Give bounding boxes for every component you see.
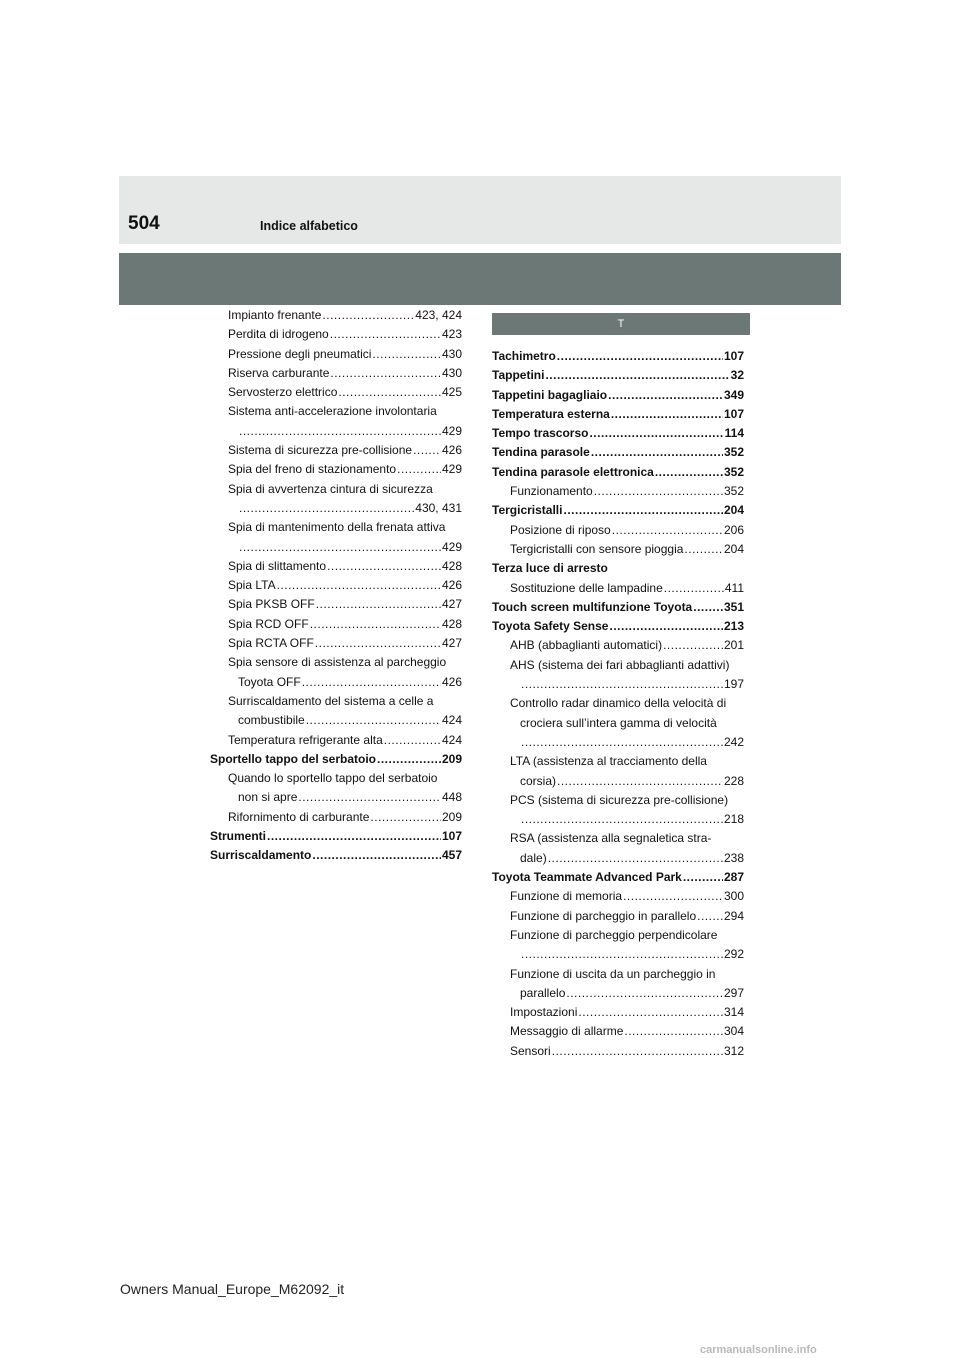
index-column-left bbox=[210, 306, 462, 866]
index-entry bbox=[210, 364, 462, 383]
leader-dots bbox=[521, 810, 723, 829]
leader-dots bbox=[322, 306, 414, 325]
header-bar bbox=[119, 253, 841, 305]
entry-page-ref[interactable]: 300 bbox=[723, 889, 744, 904]
index-column-right bbox=[492, 306, 744, 1061]
index-entry bbox=[492, 579, 744, 598]
entry-term: Temperatura esterna bbox=[492, 406, 610, 421]
entry-page-ref[interactable]: 107 bbox=[723, 349, 744, 363]
entry-term: corsia) bbox=[520, 773, 557, 788]
leader-dots bbox=[267, 827, 441, 846]
entry-term: Surriscaldamento bbox=[210, 848, 312, 863]
entry-page-ref[interactable]: 426 bbox=[441, 578, 462, 593]
leader-dots bbox=[327, 557, 441, 576]
entry-term: PCS (sistema di sicurezza pre-collisione) bbox=[510, 792, 729, 807]
index-entry bbox=[492, 521, 744, 540]
entry-page-ref[interactable]: 204 bbox=[723, 503, 744, 518]
index-entry bbox=[492, 1003, 744, 1022]
entry-page-ref[interactable]: 430 bbox=[441, 346, 462, 361]
entry-page-ref[interactable]: 204 bbox=[723, 541, 744, 556]
entry-page-ref[interactable]: 351 bbox=[723, 599, 744, 614]
index-entry bbox=[492, 714, 744, 733]
entry-term: Tendina parasole bbox=[492, 445, 590, 460]
entry-page-ref[interactable]: 107 bbox=[723, 406, 744, 421]
entry-term: Tendina parasole elettronica bbox=[492, 464, 654, 479]
entry-page-ref[interactable]: 114 bbox=[724, 426, 744, 441]
entry-term: LTA (assistenza al tracciamento della bbox=[510, 754, 707, 769]
index-entry bbox=[210, 711, 462, 730]
leader-dots bbox=[611, 405, 723, 424]
leader-dots bbox=[370, 808, 441, 827]
entry-page-ref[interactable]: 312 bbox=[723, 1043, 744, 1058]
index-entry bbox=[210, 402, 462, 421]
leader-dots bbox=[624, 1022, 723, 1041]
index-entry bbox=[492, 887, 744, 906]
index-entry bbox=[210, 673, 462, 692]
entry-term: parallelo bbox=[520, 985, 566, 1000]
entry-page-ref[interactable]: 430, 431 bbox=[415, 500, 462, 515]
entry-page-ref[interactable]: 294 bbox=[723, 908, 744, 923]
index-entry bbox=[492, 443, 744, 462]
index-entry bbox=[492, 984, 744, 1003]
leader-dots bbox=[566, 984, 723, 1003]
entry-page-ref[interactable]: 429 bbox=[441, 462, 462, 477]
index-entry bbox=[210, 325, 462, 344]
entry-page-ref[interactable]: 242 bbox=[723, 734, 744, 749]
entry-page-ref[interactable]: 427 bbox=[441, 636, 462, 651]
leader-dots bbox=[338, 383, 441, 402]
entry-page-ref[interactable]: 428 bbox=[441, 558, 462, 573]
index-entry bbox=[210, 750, 462, 769]
entry-page-ref[interactable]: 206 bbox=[723, 522, 744, 537]
index-entry bbox=[210, 345, 462, 364]
index-entry bbox=[492, 636, 744, 655]
entry-page-ref[interactable]: 209 bbox=[441, 751, 462, 766]
leader-dots bbox=[591, 443, 723, 462]
entry-term: AHB (abbaglianti automatici) bbox=[510, 638, 663, 653]
entry-term: Riserva carburante bbox=[228, 365, 330, 380]
entry-page-ref[interactable]: 228 bbox=[723, 773, 744, 788]
entry-page-ref[interactable]: 424 bbox=[441, 732, 462, 747]
entry-page-ref[interactable]: 209 bbox=[441, 809, 462, 824]
entry-term: Sostituzione delle lampadine bbox=[510, 580, 663, 595]
entry-term: RSA (assistenza alla segnaletica stra- bbox=[510, 831, 712, 846]
index-entry bbox=[210, 518, 462, 537]
entry-page-ref[interactable]: 32 bbox=[730, 368, 744, 383]
index-entry bbox=[492, 598, 744, 617]
index-entry bbox=[210, 480, 462, 499]
entry-term: Funzionamento bbox=[510, 484, 593, 499]
entry-term: Pressione degli pneumatici bbox=[228, 346, 372, 361]
entry-term: Tappetini bagagliaio bbox=[492, 387, 608, 402]
entry-term: Tergicristalli con sensore pioggia bbox=[510, 541, 684, 556]
index-entry bbox=[210, 808, 462, 827]
entry-page-ref[interactable]: 425 bbox=[441, 385, 462, 400]
index-entry bbox=[492, 849, 744, 868]
entry-term: combustibile bbox=[238, 713, 305, 728]
leader-dots bbox=[557, 347, 723, 366]
index-entry bbox=[210, 827, 462, 846]
letter-heading: T bbox=[492, 313, 750, 335]
index-entry bbox=[492, 1022, 744, 1041]
entry-page-ref[interactable]: 349 bbox=[723, 387, 744, 402]
leader-dots bbox=[372, 345, 441, 364]
entry-term: Sensori bbox=[510, 1043, 551, 1058]
index-entry bbox=[492, 926, 744, 945]
index-entry bbox=[492, 752, 744, 771]
leader-dots bbox=[578, 1003, 723, 1022]
index-entry bbox=[210, 692, 462, 711]
leader-dots bbox=[312, 846, 441, 865]
entry-term: Spia RCTA OFF bbox=[228, 636, 314, 651]
leader-dots bbox=[330, 325, 441, 344]
index-entry bbox=[492, 772, 744, 791]
leader-dots bbox=[612, 521, 723, 540]
entry-page-ref[interactable]: 448 bbox=[441, 790, 462, 805]
index-entry bbox=[492, 424, 744, 443]
entry-page-ref[interactable]: 314 bbox=[723, 1005, 744, 1020]
leader-dots bbox=[239, 538, 441, 557]
entry-term: Tempo trascorso bbox=[492, 426, 589, 441]
leader-dots bbox=[684, 540, 723, 559]
entry-page-ref[interactable]: 213 bbox=[723, 619, 744, 634]
leader-dots bbox=[302, 673, 441, 692]
leader-dots bbox=[664, 579, 724, 598]
index-entry bbox=[492, 965, 744, 984]
entry-page-ref[interactable]: 297 bbox=[723, 985, 744, 1000]
entry-term: Surriscaldamento del sistema a celle a bbox=[228, 693, 434, 708]
index-entry bbox=[492, 1042, 744, 1061]
index-entry bbox=[492, 347, 744, 366]
index-entry bbox=[492, 540, 744, 559]
index-entry bbox=[210, 653, 462, 672]
header-band bbox=[119, 176, 841, 244]
index-entry bbox=[492, 405, 744, 424]
index-entry bbox=[492, 868, 744, 887]
entry-term: Toyota OFF bbox=[238, 674, 301, 689]
index-entry bbox=[492, 386, 744, 405]
entry-term: Sistema anti-accelerazione involontaria bbox=[228, 404, 437, 419]
entry-term: dale) bbox=[520, 850, 547, 865]
leader-dots bbox=[548, 849, 723, 868]
index-entry bbox=[492, 656, 744, 675]
leader-dots bbox=[413, 441, 441, 460]
entry-term: Tappetini bbox=[492, 368, 545, 383]
leader-dots bbox=[521, 945, 723, 964]
entry-term: Toyota Safety Sense bbox=[492, 619, 609, 634]
entry-page-ref[interactable]: 292 bbox=[723, 947, 744, 962]
index-entry bbox=[210, 441, 462, 460]
leader-dots bbox=[316, 595, 441, 614]
entry-term: Controllo radar dinamico della velocità di bbox=[510, 696, 727, 711]
index-entry bbox=[210, 306, 462, 325]
entry-page-ref[interactable]: 426 bbox=[441, 443, 462, 458]
index-entry bbox=[492, 907, 744, 926]
leader-dots bbox=[545, 366, 729, 385]
leader-dots bbox=[608, 386, 723, 405]
index-entry bbox=[492, 810, 744, 829]
entry-page-ref[interactable]: 457 bbox=[441, 848, 462, 863]
index-entry bbox=[492, 791, 744, 810]
index-entry bbox=[492, 366, 744, 385]
entry-term: non si apre bbox=[238, 790, 298, 805]
entry-page-ref[interactable]: 197 bbox=[723, 677, 744, 692]
entry-term: Sistema di sicurezza pre-collisione bbox=[228, 443, 413, 458]
index-entry bbox=[210, 576, 462, 595]
entry-page-ref[interactable]: 218 bbox=[723, 812, 744, 827]
leader-dots bbox=[557, 772, 723, 791]
leader-dots bbox=[306, 711, 441, 730]
footer-text: Owners Manual_Europe_M62092_it bbox=[120, 1281, 345, 1297]
entry-term: Spia del freno di stazionamento bbox=[228, 462, 397, 477]
index-entry bbox=[210, 731, 462, 750]
index-entry bbox=[492, 675, 744, 694]
entry-term: Touch screen multifunzione Toyota bbox=[492, 599, 693, 614]
index-list-t bbox=[492, 347, 744, 1061]
leader-dots bbox=[310, 615, 441, 634]
index-entry bbox=[210, 499, 462, 518]
entry-term: Tergicristalli bbox=[492, 503, 563, 518]
leader-dots bbox=[623, 887, 723, 906]
leader-dots bbox=[239, 499, 414, 518]
index-entry bbox=[492, 694, 744, 713]
index-entry bbox=[210, 422, 462, 441]
leader-dots bbox=[298, 788, 441, 807]
entry-term: Impostazioni bbox=[510, 1005, 578, 1020]
entry-page-ref[interactable]: 287 bbox=[723, 870, 744, 885]
entry-term: Tachimetro bbox=[492, 349, 556, 363]
index-entry bbox=[492, 559, 744, 578]
entry-page-ref[interactable]: 426 bbox=[441, 674, 462, 689]
leader-dots bbox=[315, 634, 441, 653]
leader-dots bbox=[277, 576, 441, 595]
entry-term: Rifornimento di carburante bbox=[228, 809, 370, 824]
entry-term: Spia di avvertenza cintura di sicurezza bbox=[228, 481, 433, 496]
leader-dots bbox=[521, 675, 723, 694]
watermark: carmanualsonline.info bbox=[700, 1344, 817, 1356]
index-entry bbox=[210, 557, 462, 576]
entry-term: Spia PKSB OFF bbox=[228, 597, 315, 612]
entry-term: Perdita di idrogeno bbox=[228, 327, 329, 342]
leader-dots bbox=[552, 1042, 723, 1061]
entry-term: Sportello tappo del serbatoio bbox=[210, 751, 377, 766]
entry-page-ref[interactable]: 238 bbox=[723, 850, 744, 865]
entry-page-ref[interactable]: 352 bbox=[723, 445, 744, 460]
entry-page-ref[interactable]: 428 bbox=[441, 616, 462, 631]
entry-term: AHS (sistema dei fari abbaglianti adattivi) bbox=[510, 657, 730, 672]
entry-term: Funzione di parcheggio perpendicolare bbox=[510, 927, 718, 942]
leader-dots bbox=[609, 617, 722, 636]
leader-dots bbox=[693, 598, 723, 617]
entry-term: Posizione di riposo bbox=[510, 522, 611, 537]
index-entry bbox=[210, 769, 462, 788]
entry-term: Spia LTA bbox=[228, 578, 276, 593]
entry-page-ref[interactable]: 423 bbox=[441, 327, 462, 342]
leader-dots bbox=[563, 501, 722, 520]
entry-page-ref[interactable]: 429 bbox=[441, 423, 462, 438]
index-entry bbox=[210, 788, 462, 807]
entry-page-ref[interactable]: 430 bbox=[441, 365, 462, 380]
index-entry bbox=[492, 482, 744, 501]
leader-dots bbox=[589, 424, 723, 443]
entry-page-ref[interactable]: 107 bbox=[441, 829, 462, 844]
leader-dots bbox=[377, 750, 441, 769]
entry-page-ref[interactable]: 424 bbox=[441, 713, 462, 728]
leader-dots bbox=[663, 636, 723, 655]
entry-term: Spia di slittamento bbox=[228, 558, 327, 573]
entry-page-ref[interactable]: 201 bbox=[723, 638, 744, 653]
index-entry bbox=[492, 945, 744, 964]
index-entry bbox=[210, 634, 462, 653]
entry-page-ref[interactable]: 352 bbox=[723, 464, 744, 479]
index-entry bbox=[210, 538, 462, 557]
leader-dots bbox=[683, 868, 723, 887]
leader-dots bbox=[384, 731, 441, 750]
entry-page-ref[interactable]: 427 bbox=[441, 597, 462, 612]
entry-page-ref[interactable]: 411 bbox=[724, 580, 744, 595]
index-entry bbox=[492, 617, 744, 636]
entry-term: Toyota Teammate Advanced Park bbox=[492, 870, 682, 885]
entry-term: Terza luce di arresto bbox=[492, 561, 608, 576]
index-entry bbox=[492, 733, 744, 752]
index-entry bbox=[492, 501, 744, 520]
entry-term: Spia sensore di assistenza al parcheggio bbox=[228, 655, 447, 670]
leader-dots bbox=[594, 482, 723, 501]
entry-term: Strumenti bbox=[210, 829, 267, 844]
entry-term: Spia di mantenimento della frenata attiva bbox=[228, 520, 446, 535]
leader-dots bbox=[330, 364, 441, 383]
entry-term: crociera sull’intera gamma di velocità bbox=[520, 715, 717, 730]
entry-page-ref[interactable]: 352 bbox=[723, 484, 744, 499]
index-entry bbox=[210, 460, 462, 479]
entry-term: Funzione di parcheggio in parallelo bbox=[510, 908, 697, 923]
leader-dots bbox=[655, 463, 723, 482]
index-entry bbox=[492, 829, 744, 848]
page-number: 504 bbox=[128, 213, 160, 234]
entry-term: Temperatura refrigerante alta bbox=[228, 732, 383, 747]
entry-term: Quando lo sportello tappo del serbatoio bbox=[228, 771, 438, 786]
entry-term: Impianto frenante bbox=[228, 308, 322, 322]
index-entry bbox=[210, 846, 462, 865]
section-title: Indice alfabetico bbox=[260, 219, 358, 233]
entry-page-ref[interactable]: 429 bbox=[441, 539, 462, 554]
entry-term: Funzione di memoria bbox=[510, 889, 623, 904]
index-entry bbox=[210, 595, 462, 614]
entry-term: Servosterzo elettrico bbox=[228, 385, 338, 400]
entry-term: Messaggio di allarme bbox=[510, 1024, 624, 1039]
leader-dots bbox=[239, 422, 441, 441]
leader-dots bbox=[397, 460, 441, 479]
index-entry bbox=[210, 615, 462, 634]
entry-term: Spia RCD OFF bbox=[228, 616, 309, 631]
entry-page-ref[interactable]: 423, 424 bbox=[415, 308, 462, 322]
entry-term: Funzione di uscita da un parcheggio in bbox=[510, 966, 716, 981]
leader-dots bbox=[697, 907, 723, 926]
leader-dots bbox=[521, 733, 723, 752]
index-entry bbox=[210, 383, 462, 402]
index-entry bbox=[492, 463, 744, 482]
entry-page-ref[interactable]: 304 bbox=[723, 1024, 744, 1039]
